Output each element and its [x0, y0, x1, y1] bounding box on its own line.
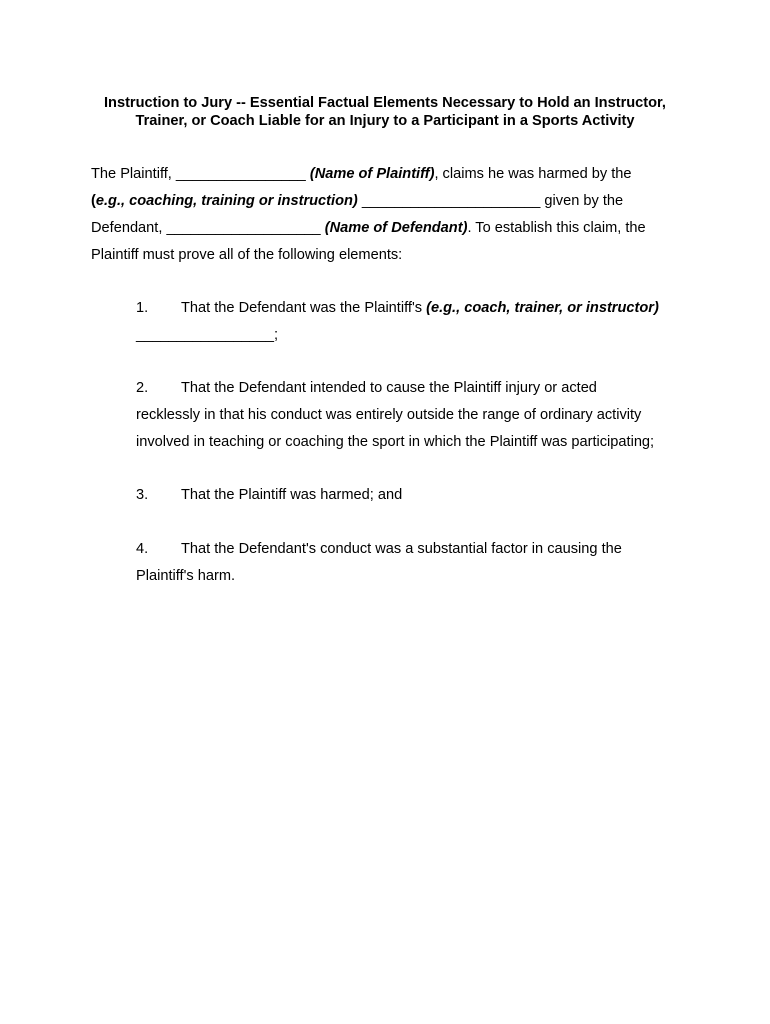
element-1-line-1 [136, 295, 696, 322]
element-2-line-3: involved in teaching or coaching the sport in which the Plaintiff was participating; [136, 434, 655, 450]
intro-text: , claims he was harmed by the [434, 166, 632, 182]
title-line-1: Instruction to Jury -- Essential Factual Elements Necessary to Hold an Instructor, [103, 95, 666, 111]
element-item-3 [136, 482, 696, 509]
element-number: 2. [136, 380, 149, 396]
intro-paragraph [91, 161, 691, 269]
intro-text: Defendant, ___________________ [91, 220, 325, 236]
intro-line-1 [91, 161, 691, 188]
element-item-4 [136, 536, 696, 590]
intro-line-2 [91, 188, 691, 215]
intro-text: The Plaintiff, ________________ [91, 166, 310, 182]
element-item-2 [136, 375, 696, 456]
intro-text: ( [91, 193, 96, 209]
element-1-line-2: _________________; [136, 327, 279, 343]
intro-text: ______________________ given by the [357, 193, 624, 209]
element-item-1 [136, 295, 696, 349]
activity-placeholder: e.g., coaching, training or instruction) [95, 193, 358, 209]
role-placeholder: (e.g., coach, trainer, or instructor) [426, 300, 659, 316]
element-4-line-1 [136, 536, 696, 563]
title-line-2: Trainer, or Coach Liable for an Injury to a Participant in a Sports Activity [135, 113, 635, 129]
element-text: That the Defendant was the Plaintiff's [181, 300, 427, 316]
intro-text: . To establish this claim, the [467, 220, 646, 236]
element-2-line-2: recklessly in that his conduct was entirely outside the range of ordinary activity [136, 407, 642, 423]
element-text: That the Plaintiff was harmed; and [181, 487, 403, 503]
intro-line-3 [91, 215, 691, 242]
element-2-line-1 [136, 375, 696, 402]
plaintiff-name-placeholder: (Name of Plaintiff) [309, 166, 435, 182]
element-text: That the Defendant's conduct was a substantial factor in causing the [181, 541, 622, 557]
element-number: 3. [136, 487, 149, 503]
document-title [60, 94, 710, 130]
element-text: That the Defendant intended to cause the Plaintiff injury or acted [181, 380, 597, 396]
defendant-name-placeholder: (Name of Defendant) [324, 220, 468, 236]
element-3-line-1 [136, 482, 696, 509]
element-number: 1. [136, 300, 149, 316]
element-number: 4. [136, 541, 149, 557]
intro-line-4: Plaintiff must prove all of the following elements: [91, 247, 403, 263]
element-4-line-2: Plaintiff's harm. [136, 568, 236, 584]
